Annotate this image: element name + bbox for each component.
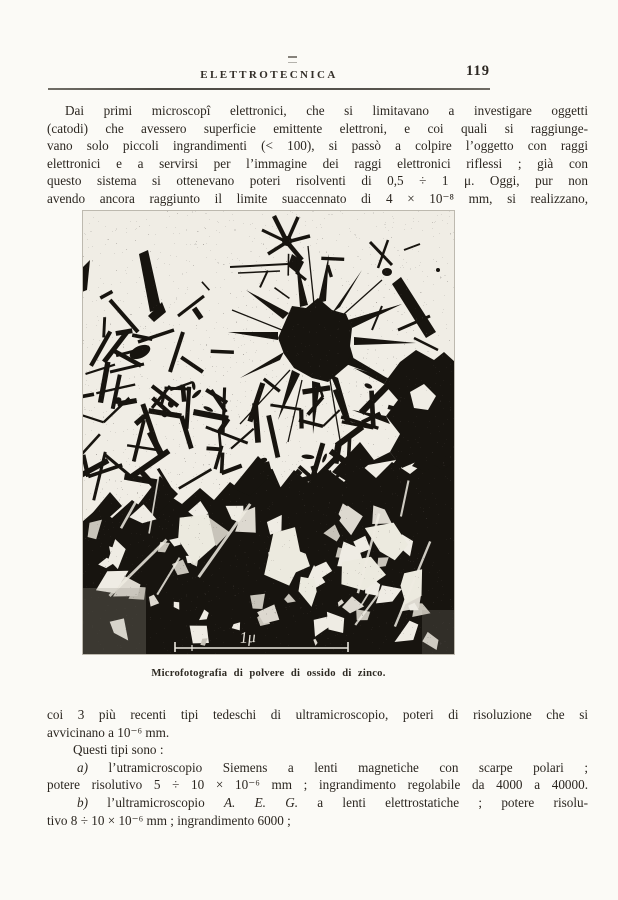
running-header [48,60,490,92]
text-line: tivo 8 ÷ 10 × 10⁻⁶ mm ; ingrandimento 6000 ; [47,812,291,828]
text-line: elettronici e a servirsi per l’immagine dei raggi elettronici riflessi ; già con [47,155,588,171]
text-line: a) l’utramicroscopio Siemens a lenti magnetiche con scarpe polari ; [77,759,588,775]
page-number: 119 [466,63,490,79]
text-line: Dai primi microscopî elettronici, che si limitavano a investigare oggetti [65,103,588,118]
text-line: avvicinano a 10⁻⁶ mm. [47,724,170,740]
figure-caption: Microfotografia di polvere di ossido di zinco. [151,668,386,679]
text-line: Questi tipi sono : [73,742,164,758]
paragraph-intro [47,102,588,208]
figure-micrograph [82,210,455,690]
text-line: (catodi) che avessero superficie emittente elettroni, e coi quali si raggiunge- [47,120,588,136]
header-rule [48,88,490,90]
scale-label: 1μ [239,628,257,647]
paragraph-types [47,706,588,829]
text-line: questo sistema si ottenevano poteri risolventi di 0,5 ÷ 1 μ. Oggi, pur non [47,173,588,189]
print-artifact-mark [288,56,297,63]
film-grain [82,210,455,655]
text-line: b) l’ultramicroscopio A. E. G. a lenti elettrostatiche ; potere risolu- [77,794,588,810]
micrograph-image [82,210,455,655]
journal-title: ELETTROTECNICA [200,69,338,81]
text-line: potere risolutivo 5 ÷ 10 × 10⁻⁶ mm ; ingrandimento regolabile da 4000 a 40000. [47,777,588,793]
text-line: vano solo piccoli ingrandimenti (< 100), si passò a colpire l’oggetto con raggi [47,138,588,154]
text-line: coi 3 più recenti tipi tedeschi di ultramicroscopio, poteri di risoluzione che si [47,707,588,722]
text-line: avendo ancora raggiunto il limite suaccennato di 4 × 10⁻⁸ mm, si realizzano, [47,190,588,206]
